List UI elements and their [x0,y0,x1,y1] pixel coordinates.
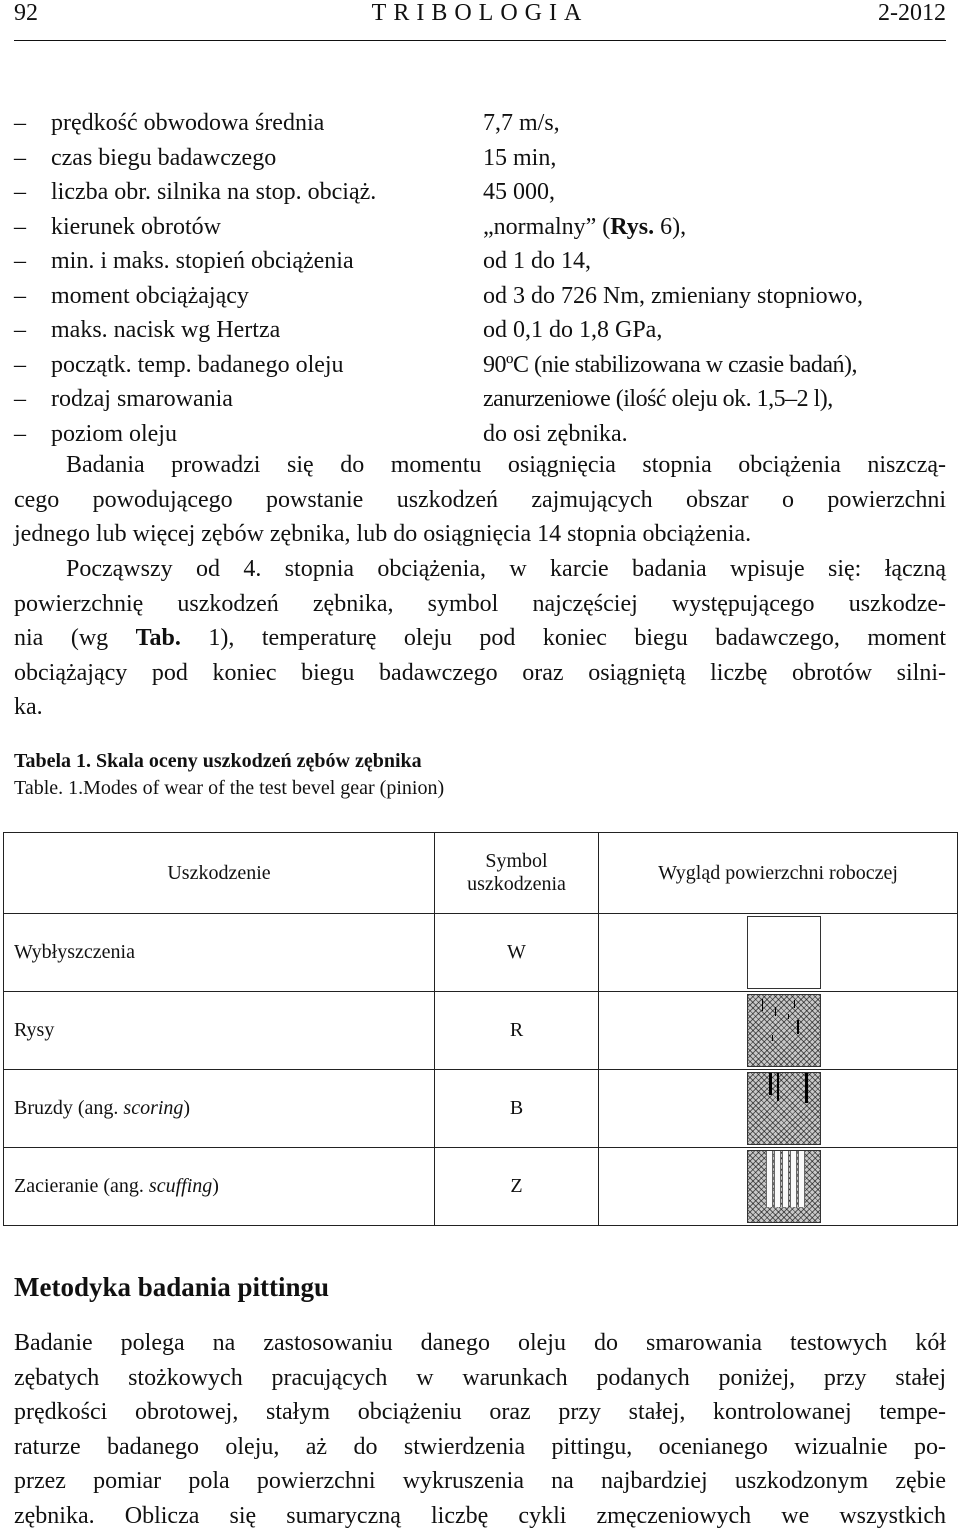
param-value: 7,7 m/s, [483,110,560,136]
table-caption-pl: Tabela 1. Skala oceny uszkodzeń zębów zębnika [14,750,422,772]
param-value: 90ºC (nie stabilizowana w czasie badań), [483,351,857,378]
text-line: raturze badanego oleju, aż do stwierdzenia pittingu, ocenianego wizualnie po- [14,1433,946,1460]
param-value: od 3 do 726 Nm, zmieniany stopniowo, [483,282,863,309]
text-line: przez pomiar pola powierzchni wykruszenia na najbardziej uszkodzonym zębie [14,1468,946,1495]
damage-name: Wybłyszczenia [4,914,435,992]
text-line: ka. [14,694,43,721]
damage-name: Rysy [4,992,435,1070]
param-item: – prędkość obwodowa średnia 7,7 m/s, [14,106,949,141]
text-line: nia (wg Tab. 1), temperaturę oleju pod koniec biegu badawczego, moment [14,625,946,652]
param-label: moment obciążający [51,282,249,309]
param-item: – maks. nacisk wg Hertza od 0,1 do 1,8 GPa, [14,313,949,348]
header-appearance: Wygląd powierzchni roboczej [599,833,958,914]
paragraph-test-card [14,552,946,725]
param-label: min. i maks. stopień obciążenia [51,248,354,274]
polishing-pattern [747,916,821,989]
scratches-pattern [747,994,821,1067]
appearance-cell [599,1070,958,1148]
damage-symbol: R [435,992,599,1070]
damage-symbol: W [435,914,599,992]
damage-symbol: B [435,1070,599,1148]
table-row [4,1148,958,1226]
journal-title: TRIBOLOGIA [371,0,589,26]
damage-name: Bruzdy (ang. scoring) [4,1070,435,1148]
scuffing-pattern [747,1150,821,1223]
param-item: – liczba obr. silnika na stop. obciąż. 45 000, [14,175,949,210]
param-value: do osi zębnika. [483,420,628,447]
table-reference: Tab. [135,625,181,652]
damage-name: Zacieranie (ang. scuffing) [4,1148,435,1226]
appearance-cell [599,992,958,1070]
param-label: rodzaj smarowania [51,386,233,412]
param-value: od 1 do 14, [483,248,591,274]
param-value: „normalny” (Rys. 6), [483,213,687,240]
param-item: – min. i maks. stopień obciążenia od 1 do 14, [14,244,949,279]
table-row [4,992,958,1070]
text-line: zębatych stożkowych pracujących w warunkach podanych poniżej, przy stałej [14,1364,946,1391]
param-value: 15 min, [483,144,557,171]
table-row [4,914,958,992]
running-header [14,0,946,41]
table-caption-en: Table. 1.Modes of wear of the test bevel gear (pinion) [14,777,445,799]
appearance-cell [599,914,958,992]
header-symbol: Symbol uszkodzenia [435,833,599,914]
text-line: prędkości obrotowej, stałym obciążeniu oraz przy stałej, kontrolowanej tempe- [14,1399,946,1426]
param-label: poziom oleju [51,420,177,447]
paragraph-pitting-method [14,1326,946,1534]
param-label: początk. temp. badanego oleju [51,351,344,378]
text-line: Począwszy od 4. stopnia obciążenia, w karcie badania wpisuje się: łączną [66,556,946,582]
param-item: – poziom oleju do osi zębnika. [14,417,949,452]
param-item: – kierunek obrotów „normalny” (Rys. 6), [14,210,949,245]
text-line: obciążający pod koniec biegu badawczego oraz osiągniętą liczbę obrotów silni- [14,659,946,686]
table-header-row [4,833,958,914]
text-line: powierzchnię uszkodzeń zębnika, symbol najczęściej występującego uszkodze- [14,590,946,617]
text-line: jednego lub więcej zębów zębnika, lub do osiągnięcia 14 stopnia obciążenia. [14,521,752,548]
wear-modes-table [3,832,958,1226]
param-value: 45 000, [483,179,555,205]
param-label: liczba obr. silnika na stop. obciąż. [51,179,377,205]
text-line: Badanie polega na zastosowaniu danego oleju do smarowania testowych kół [14,1330,946,1356]
param-label: kierunek obrotów [51,213,221,240]
paragraph-test-end [14,448,946,552]
header-damage: Uszkodzenie [4,833,435,914]
test-parameters-list [14,106,949,451]
param-label: prędkość obwodowa średnia [51,110,325,136]
param-item: – początk. temp. badanego oleju 90ºC (nie stabilizowana w czasie badań), [14,348,949,383]
damage-symbol: Z [435,1148,599,1226]
section-heading: Metodyka badania pittingu [14,1272,330,1302]
page-number: 92 [14,0,38,26]
issue-number: 2-2012 [878,0,946,26]
param-value: od 0,1 do 1,8 GPa, [483,317,663,343]
param-value: zanurzeniowe (ilość oleju ok. 1,5–2 l), [483,386,833,412]
text-line: zębnika. Oblicza się sumaryczną liczbę cykli zmęczeniowych we wszystkich [14,1502,946,1529]
text-line: cego powodującego powstanie uszkodzeń zajmujących obszar o powierzchni [14,486,946,513]
text-line: Badania prowadzi się do momentu osiągnięcia stopnia obciążenia niszczą- [66,452,946,478]
grooves-pattern [747,1072,821,1145]
param-label: maks. nacisk wg Hertza [51,317,281,343]
param-label: czas biegu badawczego [51,144,277,171]
table-row [4,1070,958,1148]
figure-reference: Rys. [610,213,655,240]
param-item: – moment obciążający od 3 do 726 Nm, zmieniany stopniowo, [14,279,949,314]
param-item: – rodzaj smarowania zanurzeniowe (ilość oleju ok. 1,5–2 l), [14,382,949,417]
appearance-cell [599,1148,958,1226]
param-item: – czas biegu badawczego 15 min, [14,141,949,176]
